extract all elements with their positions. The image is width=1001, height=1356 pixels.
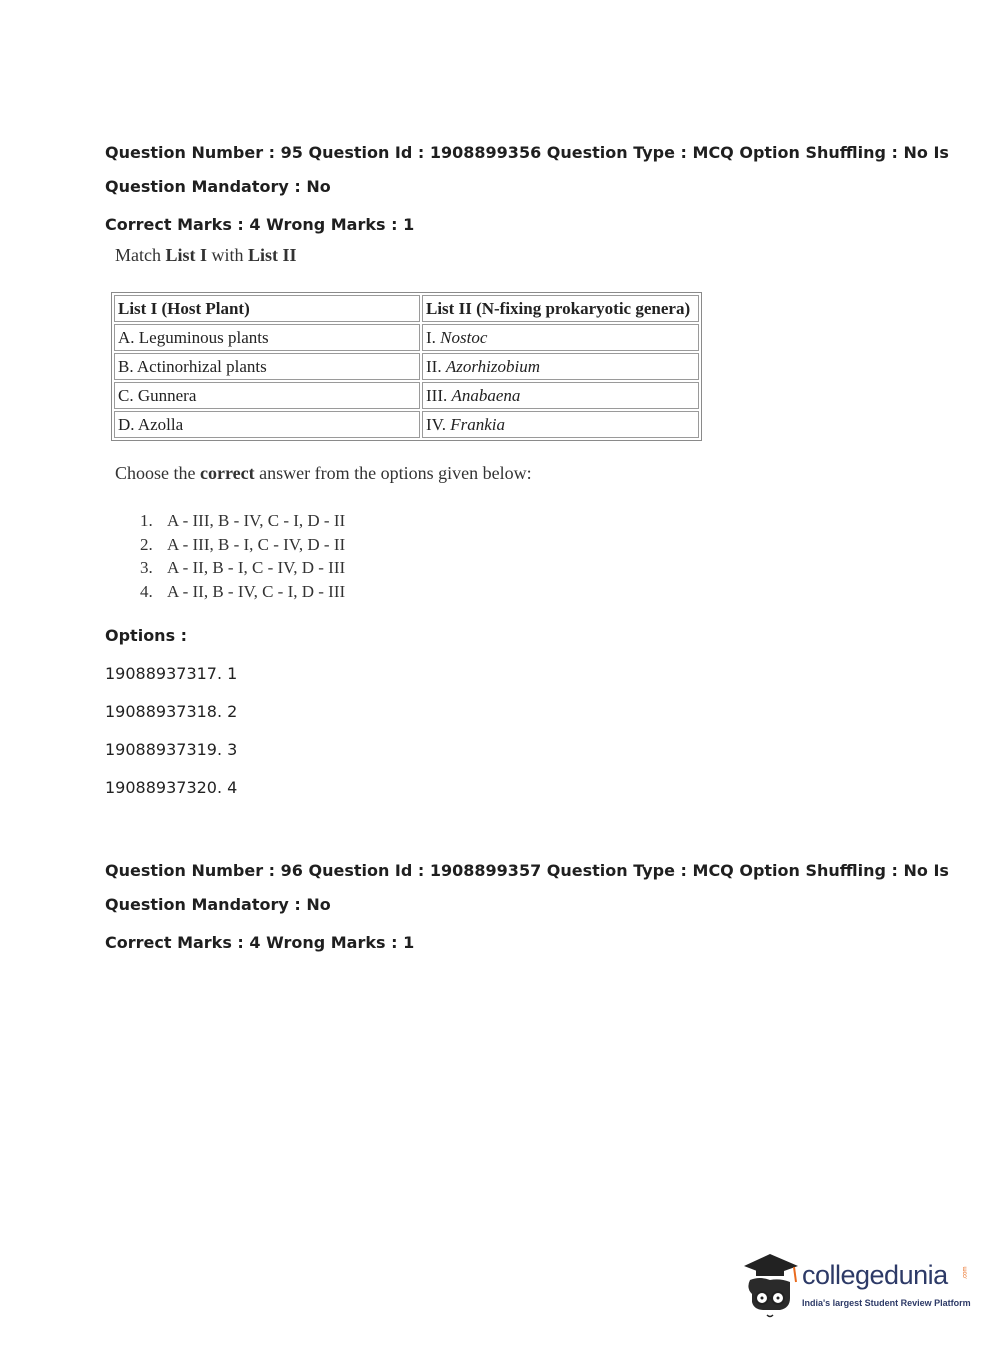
- match-table: [111, 292, 702, 441]
- genus-numeral: III.: [426, 385, 452, 405]
- choose-instruction: [115, 463, 532, 484]
- q96-header-line1: Question Number : 96 Question Id : 1908899357 Question Type : MCQ Option Shuffling : No Is: [105, 861, 949, 880]
- table-cell-left: B. Actinorhizal plants: [114, 353, 420, 380]
- choice-text: A - III, B - I, C - IV, D - II: [167, 534, 346, 554]
- table-row: [114, 324, 699, 351]
- table-cell-right: [422, 324, 699, 351]
- answer-choice-list: [140, 509, 345, 603]
- table-cell-left: A. Leguminous plants: [114, 324, 420, 351]
- answer-choice: [140, 533, 345, 557]
- table-cell-right: [422, 382, 699, 409]
- option-item: 19088937320. 4: [105, 778, 238, 797]
- q95-header-line1: Question Number : 95 Question Id : 1908899356 Question Type : MCQ Option Shuffling : No Is: [105, 143, 949, 162]
- instruction-prefix: Match: [115, 245, 166, 265]
- table-cell-right: [422, 411, 699, 438]
- option-item: 19088937318. 2: [105, 702, 238, 721]
- logo-tagline: India's largest Student Review Platform: [802, 1298, 971, 1308]
- choice-number: 1.: [140, 511, 153, 530]
- table-cell-left: C. Gunnera: [114, 382, 420, 409]
- table-row: [114, 382, 699, 409]
- option-item: 19088937317. 1: [105, 664, 238, 683]
- choice-text: A - II, B - IV, C - I, D - III: [167, 581, 346, 601]
- q96-header-line2: Question Mandatory : No: [105, 895, 331, 914]
- match-instruction: [115, 245, 297, 266]
- choice-number: 3.: [140, 558, 153, 577]
- genus-numeral: II.: [426, 356, 446, 376]
- instruction-list1: List I: [165, 245, 207, 265]
- genus-name: Anabaena: [451, 385, 521, 405]
- collegedunia-logo: [740, 1248, 970, 1320]
- choose-bold: correct: [200, 463, 255, 483]
- q96-marks: Correct Marks : 4 Wrong Marks : 1: [105, 933, 415, 952]
- option-item: 19088937319. 3: [105, 740, 238, 759]
- genus-name: Nostoc: [440, 327, 488, 347]
- q95-marks: Correct Marks : 4 Wrong Marks : 1: [105, 215, 415, 234]
- table-row: [114, 353, 699, 380]
- answer-choice: [140, 580, 345, 604]
- table-row: [114, 411, 699, 438]
- instruction-list2: List II: [248, 245, 297, 265]
- genus-name: Frankia: [450, 414, 506, 434]
- choice-number: 4.: [140, 581, 153, 601]
- choose-suffix: answer from the options given below:: [254, 463, 532, 483]
- genus-name: Azorhizobium: [445, 356, 540, 376]
- logo-domain-suffix: .com: [962, 1266, 969, 1280]
- logo-wordmark: collegedunia: [802, 1260, 948, 1290]
- q95-header-line2: Question Mandatory : No: [105, 177, 331, 196]
- answer-choice: [140, 556, 345, 580]
- table-header-list2: List II (N-fixing prokaryotic genera): [422, 295, 699, 322]
- instruction-middle: with: [207, 245, 249, 265]
- choice-text: A - II, B - I, C - IV, D - III: [167, 558, 346, 577]
- table-cell-left: D. Azolla: [114, 411, 420, 438]
- table-cell-right: [422, 353, 699, 380]
- mascot-icon: [740, 1248, 802, 1320]
- choice-text: A - III, B - IV, C - I, D - II: [167, 511, 346, 530]
- answer-choice: [140, 509, 345, 533]
- choose-prefix: Choose the: [115, 463, 200, 483]
- options-label: Options :: [105, 626, 188, 645]
- table-header-list1: List I (Host Plant): [114, 295, 420, 322]
- genus-numeral: I.: [426, 327, 441, 347]
- table-header-row: [114, 295, 699, 322]
- choice-number: 2.: [140, 534, 153, 554]
- genus-numeral: IV.: [426, 414, 451, 434]
